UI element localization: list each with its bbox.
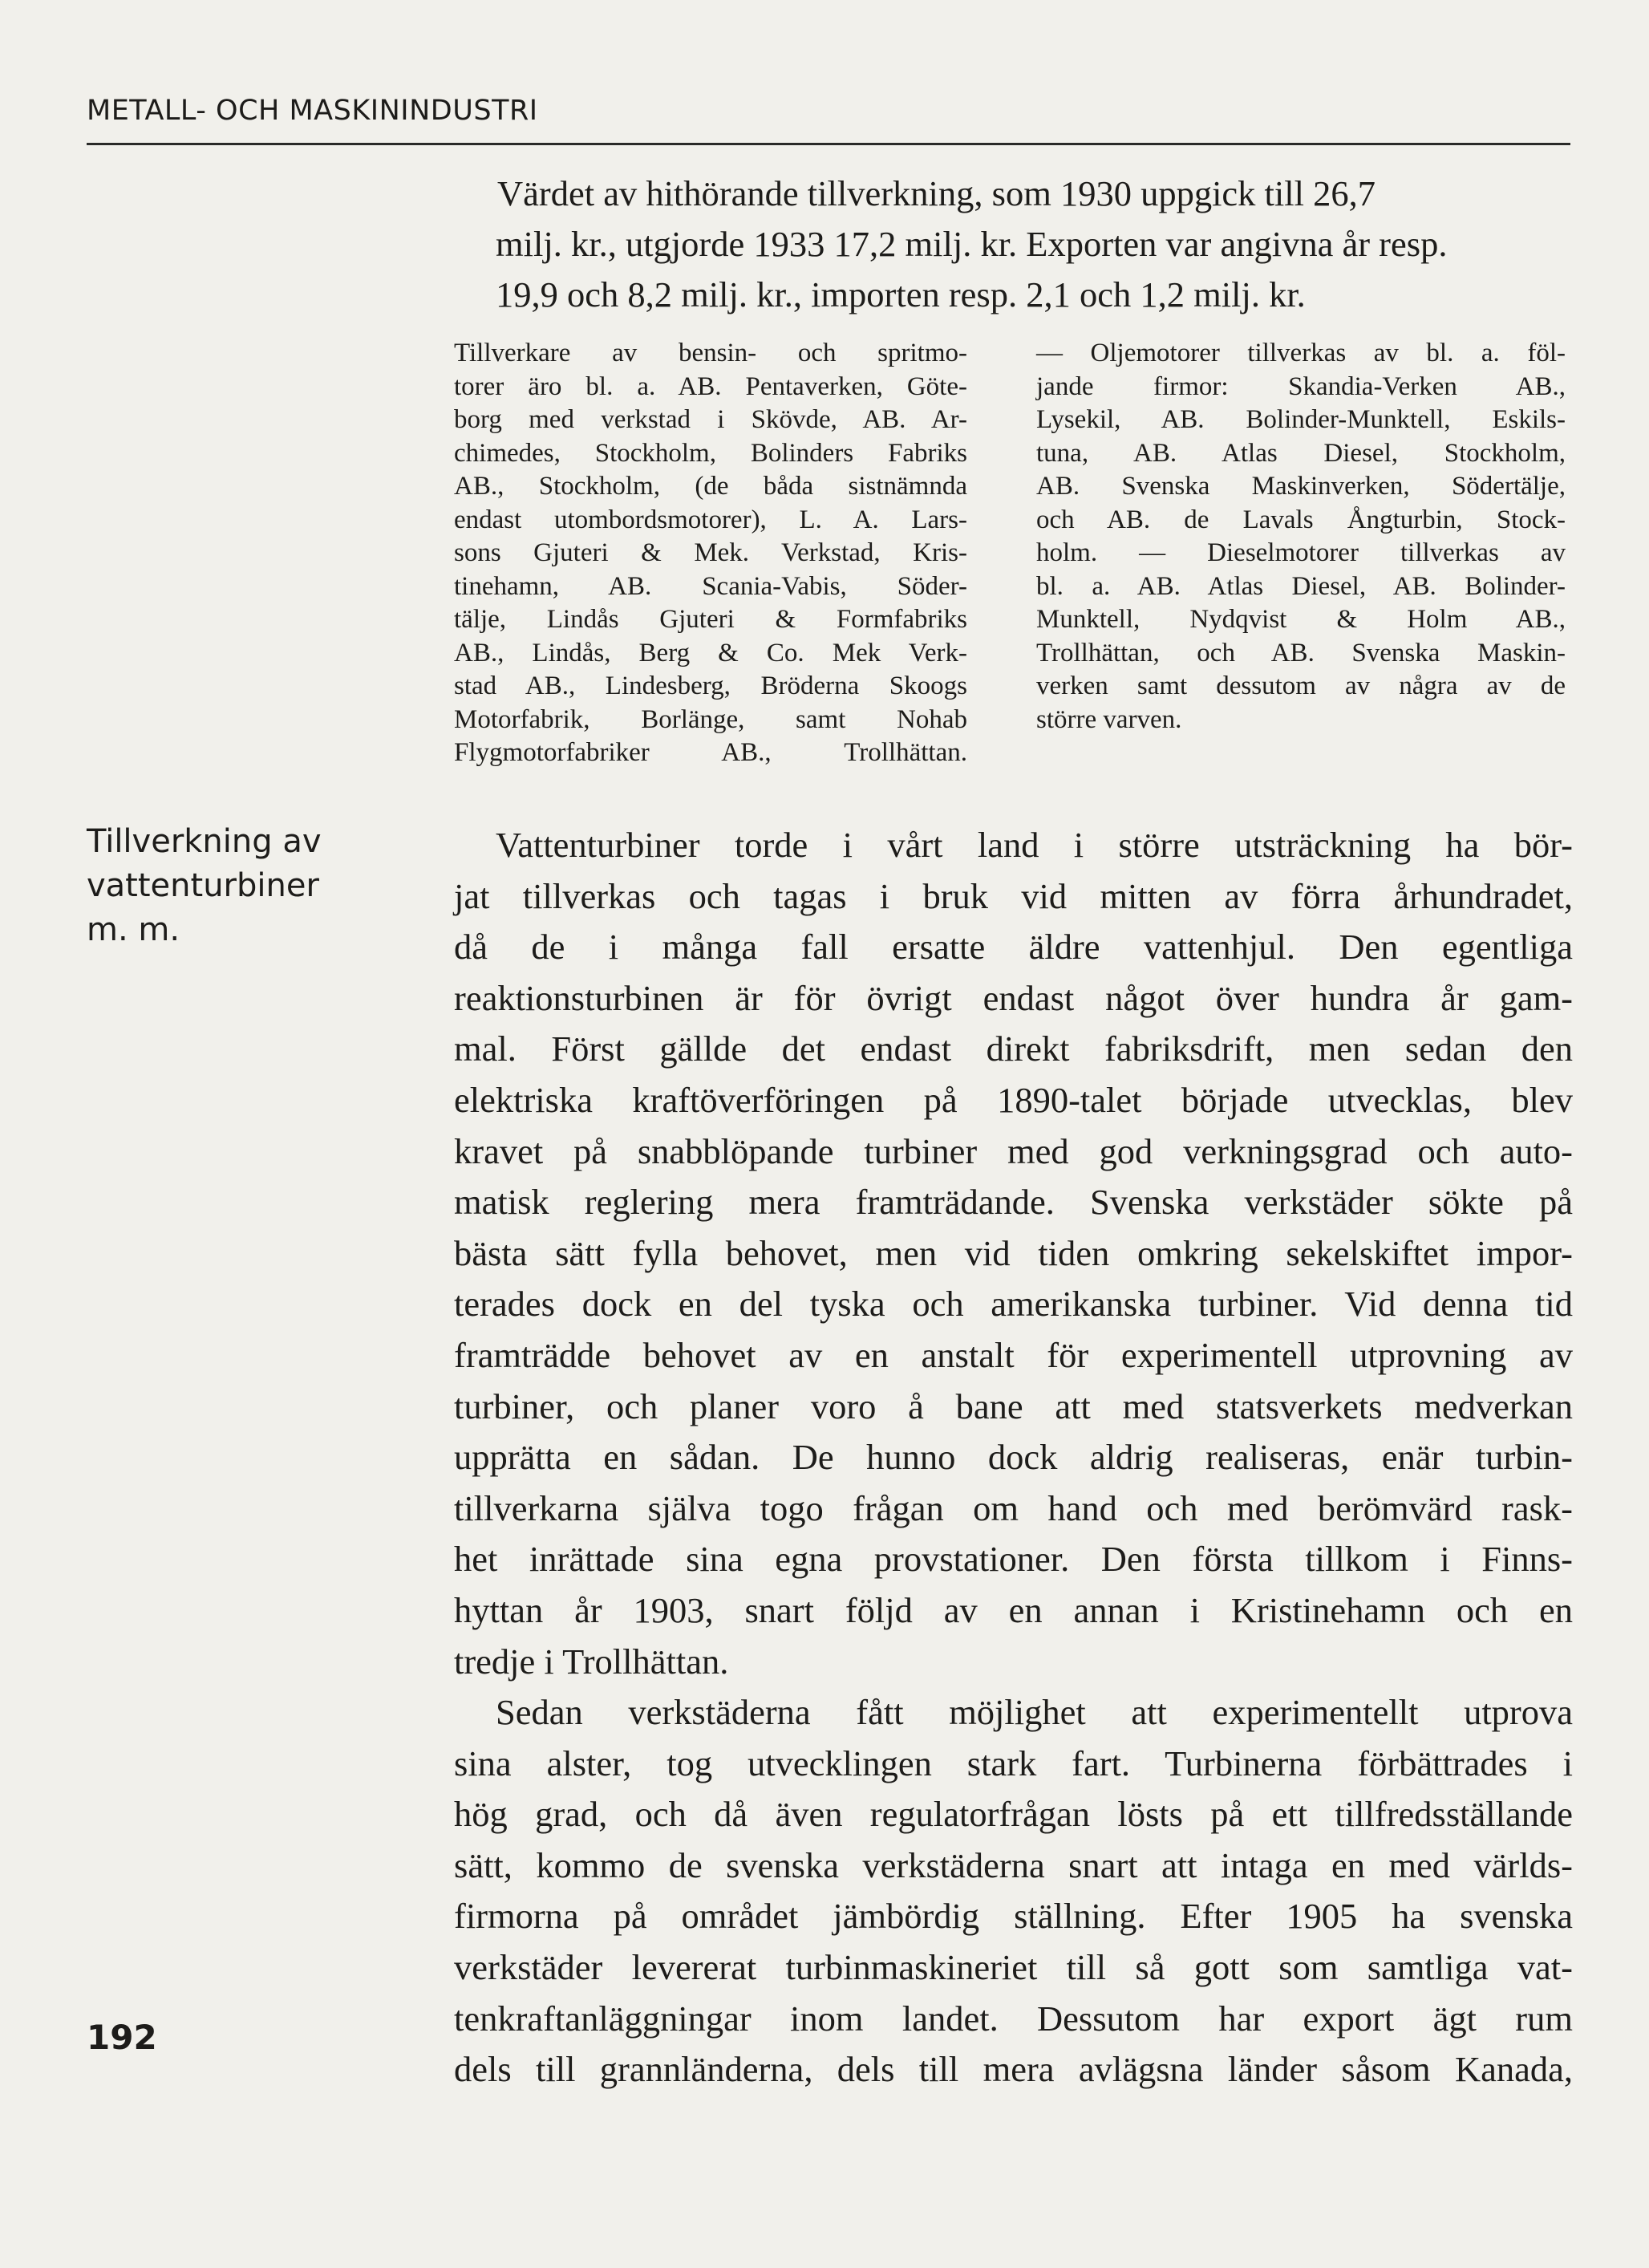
column-line: — Oljemotorer tillverkas av bl. a. föl-: [1036, 339, 1566, 367]
column-line: verken samt dessutom av några av de: [1036, 671, 1566, 700]
header-rule: [87, 143, 1570, 145]
body-line: tredje i Trollhättan.: [454, 1641, 729, 1682]
body-line: då de i många fall ersatte äldre vattenhjul. Den egentliga: [454, 927, 1573, 968]
body-line: upprätta en sådan. De hunno dock aldrig realiseras, enär turbin-: [454, 1437, 1573, 1478]
paragraph-turbine-development: [454, 1687, 1573, 2096]
running-head: METALL- OCH MASKININDUSTRI: [87, 95, 538, 127]
column-line: Munktell, Nydqvist & Holm AB.,: [1036, 605, 1566, 634]
column-line: stad AB., Lindesberg, Bröderna Skoogs: [454, 671, 967, 700]
body-line: hyttan år 1903, snart följd av en annan i Kristinehamn och en: [454, 1589, 1573, 1630]
column-line: större varven.: [1036, 704, 1182, 734]
column-line: tuna, AB. Atlas Diesel, Stockholm,: [1036, 438, 1566, 468]
body-line: dels till grannländerna, dels till mera avlägsna länder såsom Kanada,: [454, 2049, 1573, 2090]
body-line: matisk reglering mera framträdande. Svenska verkstäder sökte på: [454, 1182, 1573, 1223]
column-line: Motorfabrik, Borlänge, samt Nohab: [454, 704, 967, 734]
marginal-note-line: Tillverkning av: [87, 823, 322, 860]
column-line: tälje, Lindås Gjuteri & Formfabriks: [454, 605, 967, 634]
body-line: turbiner, och planer voro å bane att med statsverkets medverkan: [454, 1386, 1573, 1426]
column-line: torer äro bl. a. AB. Pentaverken, Göte-: [454, 371, 967, 401]
column-line: endast utombordsmotorer), L. A. Lars-: [454, 505, 967, 534]
body-line: Sedan verkstäderna fått möjlighet att experimentellt utprova: [496, 1692, 1573, 1733]
body-line: firmorna på området jämbördig ställning. Efter 1905 ha svenska: [454, 1896, 1573, 1937]
body-line: Vattenturbiner torde i vårt land i större utsträckning ha bör-: [496, 825, 1573, 865]
page-number: 192: [87, 2018, 157, 2057]
column-line: chimedes, Stockholm, Bolinders Fabriks: [454, 438, 967, 468]
intro-line: 19,9 och 8,2 milj. kr., importen resp. 2,1 och 1,2 milj. kr.: [496, 274, 1306, 314]
body-line: sätt, kommo de svenska verkstäderna snart att intaga en med världs-: [454, 1844, 1573, 1885]
marginal-note-line: vattenturbiner: [87, 867, 319, 904]
body-line: verkstäder levererat turbinmaskineriet till så gott som samtliga vat-: [454, 1947, 1573, 1988]
column-line: AB. Svenska Maskinverken, Södertälje,: [1036, 472, 1566, 501]
column-line: Flygmotorfabriker AB., Trollhättan.: [454, 738, 967, 767]
body-line: tillverkarna själva togo frågan om hand och med berömvärd rask-: [454, 1487, 1573, 1528]
column-line: holm. — Dieselmotorer tillverkas av: [1036, 538, 1566, 567]
column-line: bl. a. AB. Atlas Diesel, AB. Bolinder-: [1036, 571, 1566, 601]
body-line: elektriska kraftöverföringen på 1890-talet började utvecklas, blev: [454, 1079, 1573, 1120]
column-line: Trollhättan, och AB. Svenska Maskin-: [1036, 638, 1566, 667]
column-line: Lysekil, AB. Bolinder-Munktell, Eskils-: [1036, 405, 1566, 434]
body-line: sina alster, tog utvecklingen stark fart. Turbinerna förbättrades i: [454, 1743, 1573, 1783]
column-line: och AB. de Lavals Ångturbin, Stock-: [1036, 505, 1566, 534]
petrol-engine-manufacturers-column: [454, 337, 967, 770]
body-line: bästa sätt fylla behovet, men vid tiden omkring sekelskiftet impor-: [454, 1232, 1573, 1273]
column-line: sons Gjuteri & Mek. Verkstad, Kris-: [454, 538, 967, 567]
body-line: framträdde behovet av en anstalt för experimentell utprovning av: [454, 1334, 1573, 1375]
column-line: tinehamn, AB. Scania-Vabis, Söder-: [454, 571, 967, 601]
marginal-note-line: m. m.: [87, 911, 180, 948]
body-text: [454, 820, 1573, 2096]
body-line: reaktionsturbinen är för övrigt endast något över hundra år gam-: [454, 977, 1573, 1018]
body-line: hög grad, och då även regulatorfrågan lösts på ett tillfredsställande: [454, 1794, 1573, 1835]
column-line: borg med verkstad i Skövde, AB. Ar-: [454, 405, 967, 434]
body-line: terades dock en del tyska och amerikanska turbiner. Vid denna tid: [454, 1284, 1573, 1325]
column-line: jande firmor: Skandia-Verken AB.,: [1036, 371, 1566, 401]
body-line: mal. Först gällde det endast direkt fabriksdrift, men sedan den: [454, 1029, 1573, 1069]
intro-line: milj. kr., utgjorde 1933 17,2 milj. kr. Exporten var angivna år resp.: [496, 224, 1448, 264]
column-line: AB., Stockholm, (de båda sistnämnda: [454, 472, 967, 501]
oil-engine-manufacturers-column: [1036, 337, 1566, 736]
intro-paragraph: [496, 168, 1574, 320]
column-line: AB., Lindås, Berg & Co. Mek Verk-: [454, 638, 967, 667]
intro-line: Värdet av hithörande tillverkning, som 1930 uppgick till 26,7: [497, 173, 1376, 213]
body-line: jat tillverkas och tagas i bruk vid mitten av förra århundradet,: [454, 875, 1573, 916]
column-line: Tillverkare av bensin- och spritmo-: [454, 339, 967, 367]
body-line: kravet på snabblöpande turbiner med god verkningsgrad och auto-: [454, 1130, 1573, 1171]
body-line: het inrättade sina egna provstationer. Den första tillkom i Finns-: [454, 1539, 1573, 1580]
marginal-note: [87, 820, 322, 952]
body-line: tenkraftanläggningar inom landet. Dessutom har export ägt rum: [454, 1998, 1573, 2039]
paragraph-turbines-history: [454, 820, 1573, 1687]
